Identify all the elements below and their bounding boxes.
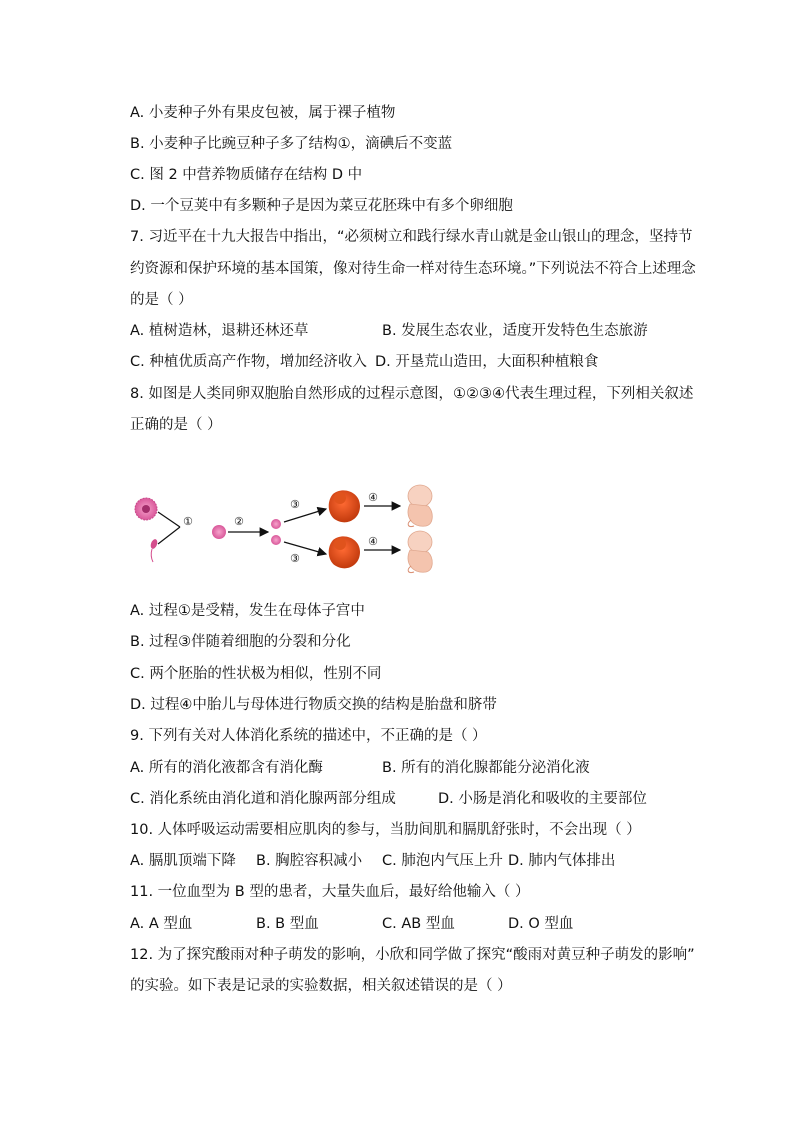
egg-cell-icon [135,498,157,520]
twin-formation-diagram [128,482,448,592]
q8-option-c: C. 两个胚胎的性状极为相似，性别不同 [130,666,382,682]
q11-option-d: D. O 型血 [508,916,574,932]
fetus-bottom-icon [408,531,432,573]
embryo-bottom-icon [329,536,360,568]
q10-stem: 10. 人体呼吸运动需要相应肌肉的参与，当肋间肌和膈肌舒张时，不会出现（ ） [130,822,641,838]
q6-option-a: A. 小麦种子外有果皮包被，属于裸子植物 [130,105,396,121]
process-2-label: ② [234,515,244,528]
q12-stem-line2: 的实验。如下表是记录的实验数据，相关叙述错误的是（ ） [130,978,512,994]
fetus-top-icon [408,485,432,527]
process-3-label-bottom: ③ [290,552,300,565]
q8-stem-line2: 正确的是（ ） [130,417,222,433]
q8-option-b: B. 过程③伴随着细胞的分裂和分化 [130,634,351,650]
sperm-cell-icon [149,538,158,562]
q11-option-a: A. A 型血 [130,916,193,932]
q12-stem-line1: 12. 为了探究酸雨对种子萌发的影响，小欣和同学做了探究“酸雨对黄豆种子萌发的影响” [130,947,695,963]
q7-option-d: D. 开垦荒山造田，大面积种植粮食 [375,354,599,370]
q9-option-a: A. 所有的消化液都含有消化酶 [130,760,323,776]
q9-option-b: B. 所有的消化腺都能分泌消化液 [382,760,590,776]
q7-stem-line3: 的是（ ） [130,292,193,308]
fusion-line-top [158,512,180,527]
q7-stem-line2: 约资源和保护环境的基本国策，像对待生命一样对待生态环境。”下列说法不符合上述理念 [130,261,696,277]
q7-option-a: A. 植树造林，退耕还林还草 [130,323,309,339]
fusion-line-bottom [158,527,180,544]
q6-option-d: D. 一个豆荚中有多颗种子是因为菜豆花胚珠中有多个卵细胞 [130,198,513,214]
q8-option-a: A. 过程①是受精，发生在母体子宫中 [130,603,365,619]
q9-option-d: D. 小肠是消化和吸收的主要部位 [438,791,647,807]
q11-option-b: B. B 型血 [256,916,319,932]
q9-option-c: C. 消化系统由消化道和消化腺两部分组成 [130,791,396,807]
q9-stem: 9. 下列有关对人体消化系统的描述中，不正确的是（ ） [130,728,487,744]
q7-option-b: B. 发展生态农业，适度开发特色生态旅游 [382,323,648,339]
q11-option-c: C. AB 型血 [382,916,455,932]
q10-option-c: C. 肺泡内气压上升 [382,853,503,869]
q10-option-d: D. 肺内气体排出 [508,853,616,869]
q8-option-d: D. 过程④中胎儿与母体进行物质交换的结构是胎盘和脐带 [130,697,497,713]
q11-stem: 11. 一位血型为 B 型的患者，大量失血后，最好给他输入（ ） [130,884,530,900]
zygote-icon [212,525,226,539]
embryo-top-icon [329,490,360,522]
q10-option-b: B. 胸腔容积减小 [256,853,363,869]
early-embryo-top-icon [271,519,281,529]
process-4-label-bottom: ④ [368,535,378,548]
process-1-label: ① [183,515,193,528]
q6-option-c: C. 图 2 中营养物质储存在结构 D 中 [130,167,363,183]
q7-stem-line1: 7. 习近平在十九大报告中指出，“必须树立和践行绿水青山就是金山银山的理念，坚持节 [130,229,693,245]
process-4-label-top: ④ [368,491,378,504]
process-3-label-top: ③ [290,498,300,511]
q10-option-a: A. 膈肌顶端下降 [130,853,236,869]
q8-stem-line1: 8. 如图是人类同卵双胞胎自然形成的过程示意图，①②③④代表生理过程，下列相关叙述 [130,386,694,402]
q6-option-b: B. 小麦种子比豌豆种子多了结构①，滴碘后不变蓝 [130,136,453,152]
early-embryo-bottom-icon [271,535,281,545]
q7-option-c: C. 种植优质高产作物，增加经济收入 [130,354,367,370]
